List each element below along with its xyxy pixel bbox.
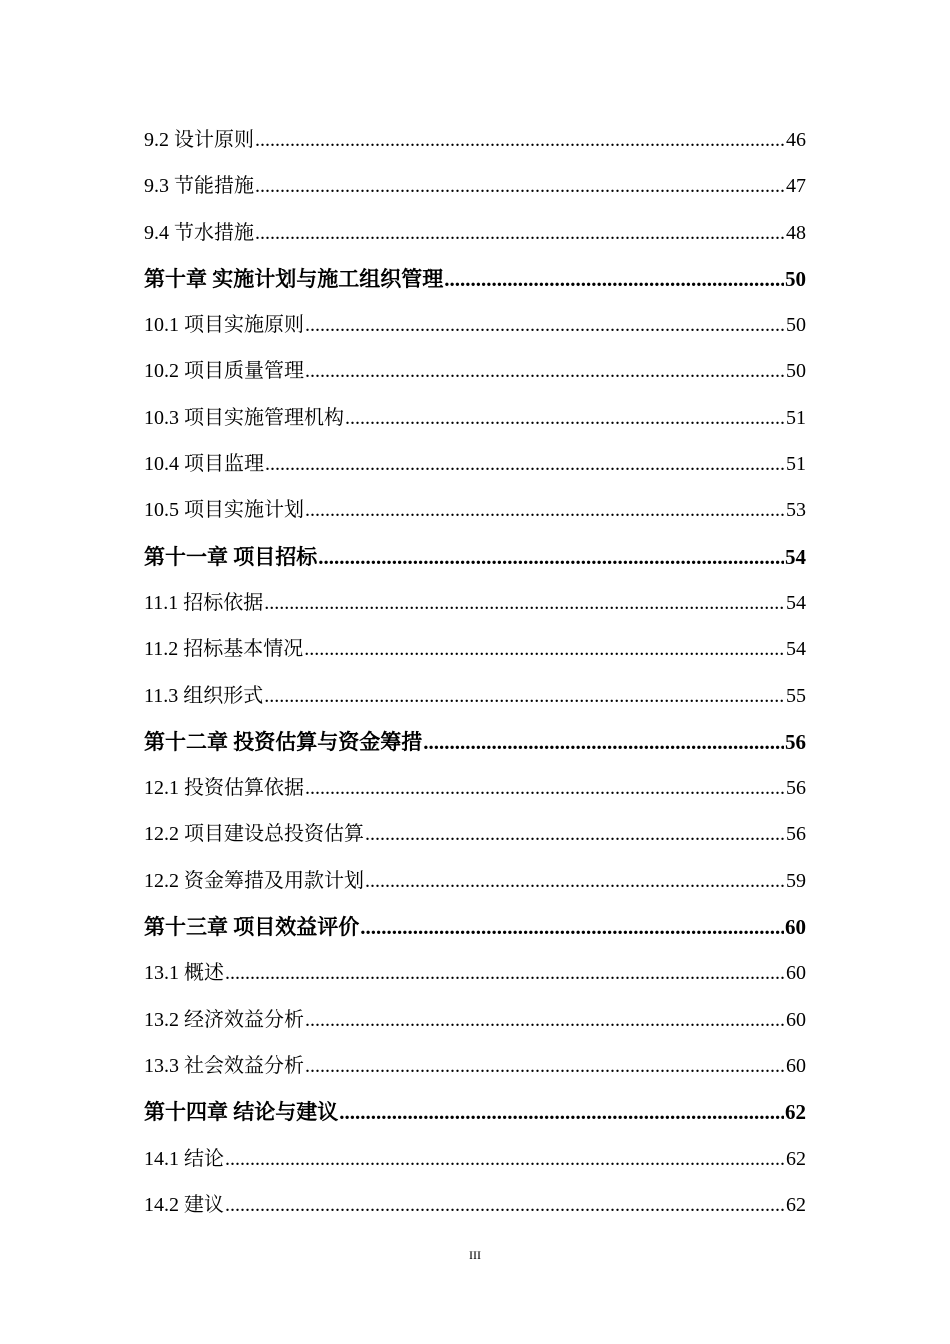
toc-dot-leader	[305, 997, 785, 1043]
toc-dot-leader	[305, 487, 785, 533]
toc-entry-title: 第十四章 结论与建议	[144, 1100, 339, 1125]
toc-entry-page-number: 56	[786, 777, 806, 800]
toc-dot-leader	[305, 348, 785, 394]
toc-section-entry[interactable]	[144, 626, 806, 672]
toc-dot-leader	[339, 1089, 784, 1135]
toc-entry-page-number: 59	[786, 869, 806, 892]
toc-entry-page-number: 48	[786, 221, 806, 244]
toc-entry-page-number: 60	[786, 1008, 806, 1031]
toc-section-entry[interactable]	[144, 1043, 806, 1089]
toc-entry-page-number: 62	[786, 1147, 806, 1170]
toc-entry-page-number: 60	[785, 915, 806, 940]
toc-entry-page-number: 54	[786, 638, 806, 661]
toc-section-entry[interactable]	[144, 580, 806, 626]
toc-section-entry[interactable]	[144, 673, 806, 719]
toc-dot-leader	[264, 580, 785, 626]
toc-dot-leader	[345, 395, 785, 441]
toc-dot-leader	[255, 117, 785, 163]
toc-entry-title: 10.2 项目质量管理	[144, 360, 304, 383]
toc-chapter-entry[interactable]	[144, 256, 806, 302]
toc-section-entry[interactable]	[144, 117, 806, 163]
toc-section-entry[interactable]	[144, 487, 806, 533]
toc-entry-page-number: 55	[786, 684, 806, 707]
toc-chapter-entry[interactable]	[144, 904, 806, 950]
toc-section-entry[interactable]	[144, 950, 806, 996]
toc-section-entry[interactable]	[144, 765, 806, 811]
toc-entry-page-number: 54	[785, 544, 806, 569]
toc-section-entry[interactable]	[144, 441, 806, 487]
toc-entry-title: 第十章 实施计划与施工组织管理	[144, 266, 444, 291]
toc-entry-title: 13.1 概述	[144, 962, 224, 985]
toc-entry-title: 第十一章 项目招标	[144, 544, 318, 569]
toc-entry-title: 10.5 项目实施计划	[144, 499, 304, 522]
toc-dot-leader	[255, 210, 785, 256]
toc-section-entry[interactable]	[144, 302, 806, 348]
toc-dot-leader	[365, 858, 785, 904]
toc-dot-leader	[305, 765, 785, 811]
toc-section-entry[interactable]	[144, 1182, 806, 1228]
toc-section-entry[interactable]	[144, 858, 806, 904]
toc-section-entry[interactable]	[144, 163, 806, 209]
toc-entry-title: 12.1 投资估算依据	[144, 777, 304, 800]
toc-entry-title: 11.1 招标依据	[144, 591, 264, 614]
toc-entry-page-number: 62	[785, 1100, 806, 1125]
toc-entry-title: 9.3 节能措施	[144, 175, 254, 198]
toc-entry-page-number: 50	[785, 266, 806, 291]
toc-dot-leader	[444, 256, 784, 302]
toc-dot-leader	[360, 904, 784, 950]
toc-dot-leader	[305, 1043, 785, 1089]
toc-entry-page-number: 56	[785, 729, 806, 754]
toc-entry-title: 10.1 项目实施原则	[144, 314, 304, 337]
toc-section-entry[interactable]	[144, 1136, 806, 1182]
toc-entry-page-number: 50	[786, 360, 806, 383]
toc-entry-title: 14.1 结论	[144, 1147, 224, 1170]
toc-entry-title: 13.2 经济效益分析	[144, 1008, 304, 1031]
toc-entry-page-number: 56	[786, 823, 806, 846]
toc-entry-title: 9.2 设计原则	[144, 129, 254, 151]
page-number: III	[469, 1248, 481, 1262]
toc-entry-title: 11.2 招标基本情况	[144, 638, 304, 661]
toc-dot-leader	[255, 163, 785, 209]
toc-section-entry[interactable]	[144, 395, 806, 441]
toc-dot-leader	[225, 950, 785, 996]
toc-section-entry[interactable]	[144, 210, 806, 256]
toc-entry-title: 14.2 建议	[144, 1193, 224, 1216]
toc-chapter-entry[interactable]	[144, 719, 806, 765]
toc-dot-leader	[305, 302, 785, 348]
table-of-contents	[144, 117, 806, 1228]
toc-section-entry[interactable]	[144, 811, 806, 857]
toc-section-entry[interactable]	[144, 997, 806, 1043]
toc-entry-page-number: 47	[786, 175, 806, 198]
toc-dot-leader	[365, 811, 785, 857]
toc-entry-page-number: 53	[786, 499, 806, 522]
toc-chapter-entry[interactable]	[144, 1089, 806, 1135]
toc-entry-title: 13.3 社会效益分析	[144, 1054, 304, 1077]
toc-entry-page-number: 54	[786, 591, 806, 614]
toc-dot-leader	[423, 719, 784, 765]
toc-entry-page-number: 60	[786, 962, 806, 985]
toc-entry-title: 10.3 项目实施管理机构	[144, 406, 344, 429]
toc-dot-leader	[304, 626, 785, 672]
toc-entry-page-number: 51	[786, 406, 806, 429]
toc-entry-title: 12.2 资金筹措及用款计划	[144, 869, 364, 892]
toc-entry-page-number: 62	[786, 1193, 806, 1216]
toc-entry-page-number: 60	[786, 1054, 806, 1077]
toc-dot-leader	[265, 441, 785, 487]
toc-entry-title: 10.4 项目监理	[144, 453, 264, 476]
toc-section-entry[interactable]	[144, 348, 806, 394]
toc-dot-leader	[225, 1182, 785, 1228]
toc-entry-title: 第十三章 项目效益评价	[144, 915, 360, 940]
toc-entry-title: 第十二章 投资估算与资金筹措	[144, 729, 423, 754]
toc-entry-page-number: 46	[786, 129, 806, 151]
toc-chapter-entry[interactable]	[144, 534, 806, 580]
toc-dot-leader	[318, 534, 784, 580]
toc-entry-title: 9.4 节水措施	[144, 221, 254, 244]
toc-entry-title: 11.3 组织形式	[144, 684, 264, 707]
toc-entry-page-number: 51	[786, 453, 806, 476]
toc-entry-title: 12.2 项目建设总投资估算	[144, 823, 364, 846]
toc-entry-page-number: 50	[786, 314, 806, 337]
toc-dot-leader	[264, 673, 785, 719]
toc-dot-leader	[225, 1136, 785, 1182]
